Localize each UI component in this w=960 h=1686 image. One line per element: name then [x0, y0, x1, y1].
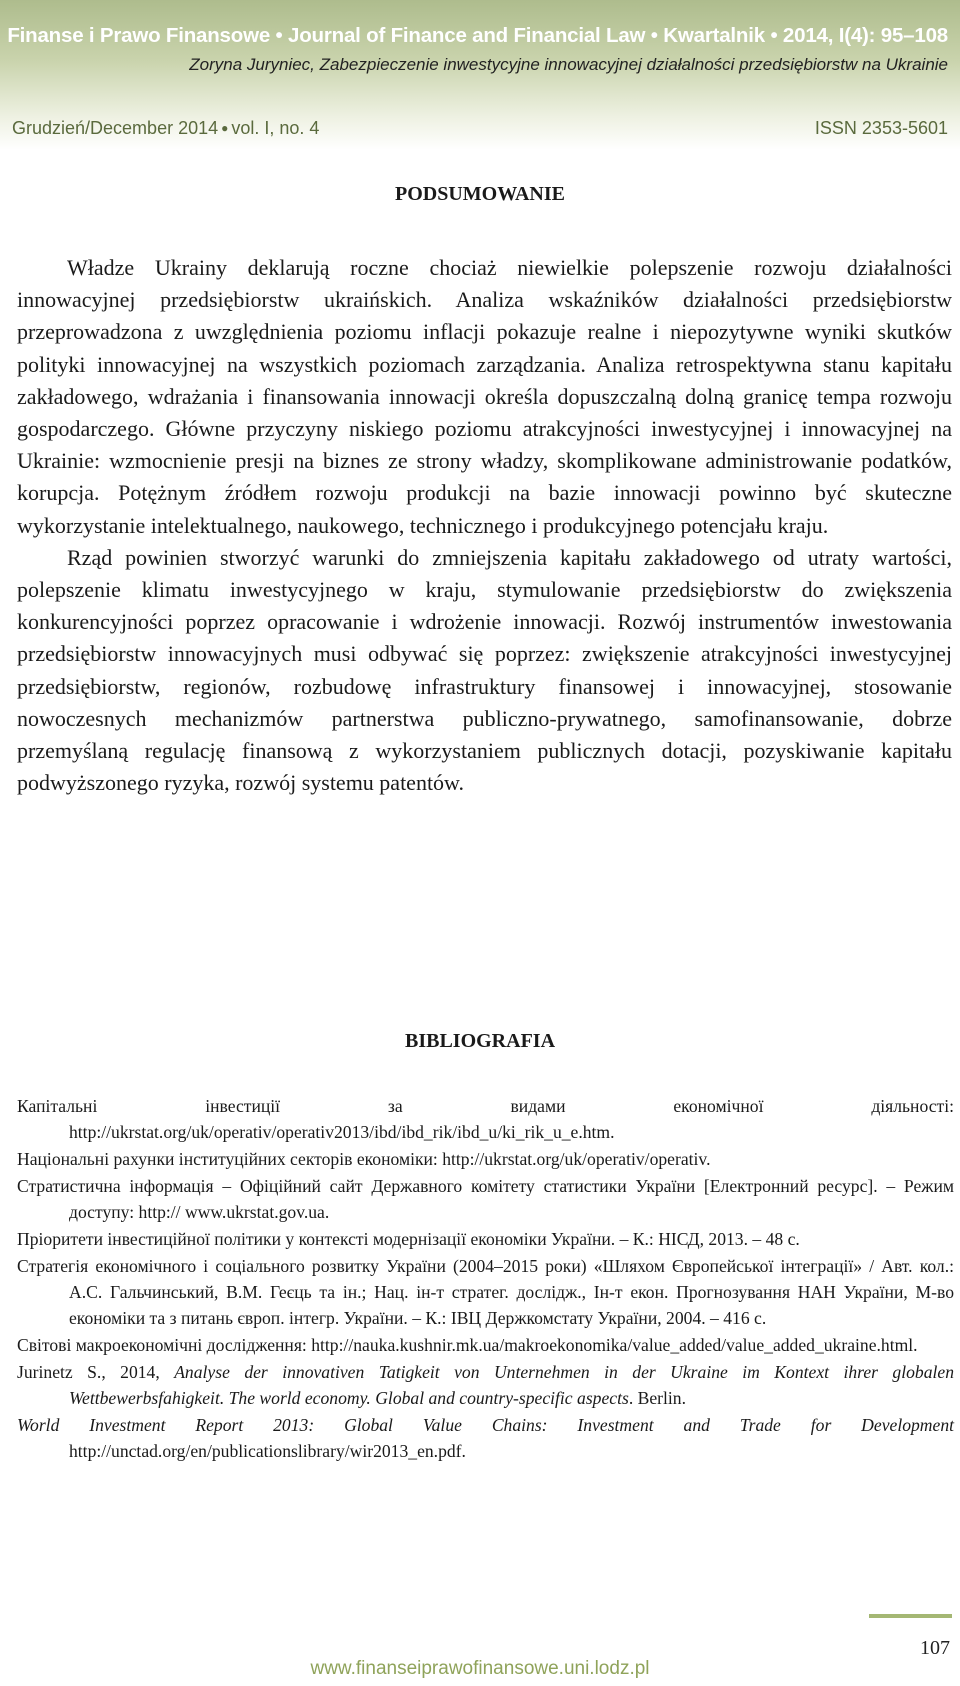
journal-title: Finanse i Prawo Finansowe • Journal of Finance and Financial Law • Kwartalnik • 2014, I(4): 95–108	[7, 24, 948, 47]
bib-title: World Investment Report 2013: Global Value Chains: Investment and Trade for Development	[17, 1414, 954, 1435]
bibliography-list	[17, 1094, 954, 1466]
article-title: Zoryna Juryniec, Zabezpieczenie inwestycyjne innowacyjnej działalności przedsiębiorstw na Ukrainie	[189, 55, 948, 74]
bibliography-entry: Капітальні інвестиції за видами економічної діяльності: http://ukrstat.org/uk/operativ/operativ2013/ibd/ibd_rik/ibd_u/ki_rik_u_e.htm.	[17, 1096, 954, 1142]
bibliography-entry: Світові макроекономічні дослідження: http://nauka.kushnir.mk.ua/makroekonomika/value_added/value_added_ukraine.html.	[17, 1334, 918, 1355]
summary-body	[17, 252, 952, 799]
bullet-icon: ●	[221, 121, 229, 135]
issue-info	[12, 118, 319, 139]
bibliography-entry: Стратегія економічного і соціального розвитку України (2004–2015 роки) «Шляхом Європейської інтеграції» / Авт. кол.: А.С. Гальчинський, В.М. Геєць та ін.; Нац. ін-т стратег. дослідж., Ін-т екон. Прогнозування НАН України, М-во економіки та з питань європ. інтегр. України. – К.: ІВЦ Держкомстату України, 2004. – 416 с.	[17, 1256, 954, 1328]
bib-authors: Jurinetz S., 2014,	[17, 1362, 175, 1383]
page-number: 107	[920, 1637, 950, 1659]
footer-rule	[869, 1614, 952, 1618]
bib-publisher: . Berlin.	[628, 1387, 686, 1408]
bibliography-entry: Пріоритети інвестиційної політики у контексті модернізації економіки України. – К.: НІСД, 2013. – 48 с.	[17, 1229, 800, 1250]
issn: ISSN 2353-5601	[814, 118, 948, 138]
bib-title: Analyse der innovativen Tatigkeit von Unternehmen in der Ukraine im Kontext ihrer globalen Wettbewerbsfahigkeit. The world economy. Global and country-specific aspects	[69, 1362, 954, 1408]
issue-volume: vol. I, no. 4	[231, 118, 320, 138]
bibliography-entry: Стратистична інформація – Офіційний сайт Державного комітету статистики України [Електронний ресурс]. – Режим доступу: http:// www.ukrstat.gov.ua.	[17, 1176, 954, 1222]
bibliography-entry	[17, 1413, 954, 1464]
bibliography-heading: BIBLIOGRAFIA	[404, 1030, 556, 1052]
bib-link: http://unctad.org/en/publicationslibrary/wir2013_en.pdf.	[69, 1440, 466, 1461]
bibliography-entry	[17, 1360, 954, 1411]
footer-url[interactable]: www.finanseiprawofinansowe.uni.lodz.pl	[310, 1658, 650, 1679]
summary-heading: PODSUMOWANIE	[394, 183, 565, 205]
summary-paragraph: Rząd powinien stworzyć warunki do zmniejszenia kapitału zakładowego od utraty wartości, polepszenie klimatu inwestycyjnego w kraju, stymulowanie przedsiębiorstw do zwiększenia konkurencyjności poprzez opracowanie i wdrożenie innowacji. Rozwój instrumentów inwestowania przedsiębiorstw innowacyjnych musi odbywać się poprzez: zwiększenie atrakcyjności inwestycyjnej przedsiębiorstw, regionów, rozbudowę infrastruktury finansowej i innowacyjnej, stosowanie nowoczesnych mechanizmów partnerstwa publiczno-prywatnego, samofinansowanie, dobrze przemyślaną regulację finansową z wykorzystaniem publicznych dotacji, pozyskiwanie kapitału podwyższonego ryzyka, rozwój systemu patentów.	[17, 544, 952, 796]
bibliography-entry: Національні рахунки інституційних секторів економіки: http://ukrstat.org/uk/operativ/operativ.	[17, 1148, 711, 1169]
issue-date: Grudzień/December 2014	[12, 118, 219, 138]
summary-paragraph: Władze Ukrainy deklarują roczne chociaż niewielkie polepszenie rozwoju działalności innowacyjnej przedsiębiorstw ukraińskich. Analiza wskaźników działalności przedsiębiorstw przeprowadzona z uwzględnienia poziomu inflacji pokazuje realne i niepozytywne wyniki skutków polityki innowacyjnej na wszystkich poziomach zarządzania. Analiza retrospektywna stanu kapitału zakładowego, wdrażania i finansowania innowacji określa dopuszczalną dolną granicę tempa rozwoju gospodarczego. Główne przyczyny niskiego poziomu atrakcyjności inwestycyjnej i innowacyjnej na Ukrainie: wzmocnienie presji na biznes ze strony władzy, skomplikowane administrowanie podatków, korupcja. Potężnym źródłem rozwoju produkcji na bazie innowacji powinno być skuteczne wykorzystanie intelektualnego, naukowego, technicznego i produkcyjnego potencjału kraju.	[17, 255, 952, 538]
